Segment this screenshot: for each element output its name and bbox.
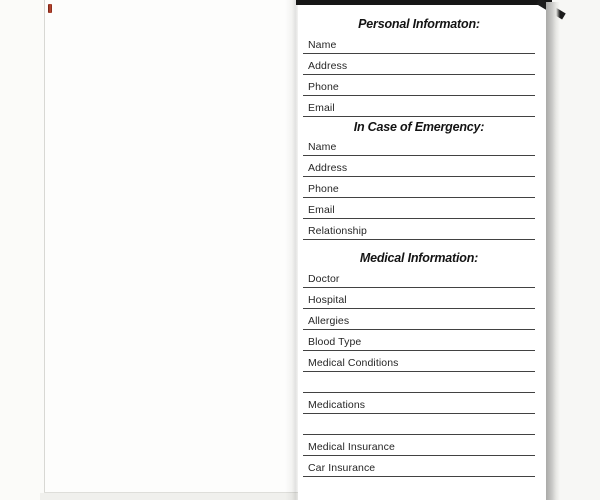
red-ink-mark — [48, 4, 52, 13]
field-row-doctor — [303, 267, 535, 288]
field-row-address — [303, 54, 535, 75]
form — [303, 5, 535, 477]
field-label: Name — [308, 141, 337, 153]
field-label: Phone — [308, 81, 339, 93]
field-label: Blood Type — [308, 336, 362, 348]
scanner-left-margin — [0, 0, 44, 500]
field-label: Allergies — [308, 315, 350, 327]
field-label — [303, 432, 308, 434]
field-label: Name — [308, 39, 337, 51]
field-label: Email — [308, 204, 335, 216]
field-row-name — [303, 33, 535, 54]
field-label: Medical Insurance — [308, 441, 395, 453]
form-right-page — [298, 0, 546, 500]
page-edge-shadow — [546, 2, 560, 500]
field-label: Address — [308, 60, 348, 72]
section-medical-information — [303, 246, 535, 477]
field-label: Hospital — [308, 294, 347, 306]
field-row-phone — [303, 177, 535, 198]
field-row-car-insurance — [303, 456, 535, 477]
field-label: Car Insurance — [308, 462, 376, 474]
field-label: Relationship — [308, 225, 367, 237]
field-label — [303, 390, 308, 392]
field-row-medical-insurance — [303, 435, 535, 456]
field-row-email — [303, 198, 535, 219]
field-row-phone — [303, 75, 535, 96]
section-in-case-of-emergency — [303, 119, 535, 240]
field-label: Medical Conditions — [308, 357, 399, 369]
blank-left-page — [44, 0, 299, 493]
field-label: Doctor — [308, 273, 340, 285]
cover-top-edge — [296, 0, 552, 5]
section-heading: In Case of Emergency: — [353, 120, 485, 134]
blank-write-in-line — [303, 372, 535, 393]
field-label: Phone — [308, 183, 339, 195]
field-row-medical-conditions — [303, 351, 535, 372]
field-row-relationship — [303, 219, 535, 240]
field-label: Medications — [308, 399, 366, 411]
section-personal-informaton — [303, 12, 535, 117]
field-row-name — [303, 135, 535, 156]
field-row-medications — [303, 393, 535, 414]
field-row-blood-type — [303, 330, 535, 351]
blank-write-in-line — [303, 414, 535, 435]
scanner-bottom-strip — [40, 493, 302, 500]
section-heading: Medical Information: — [359, 251, 479, 265]
field-row-allergies — [303, 309, 535, 330]
field-label: Address — [308, 162, 348, 174]
field-row-address — [303, 156, 535, 177]
field-row-hospital — [303, 288, 535, 309]
field-label: Email — [308, 102, 335, 114]
section-heading: Personal Informaton: — [358, 17, 480, 31]
field-row-email — [303, 96, 535, 117]
